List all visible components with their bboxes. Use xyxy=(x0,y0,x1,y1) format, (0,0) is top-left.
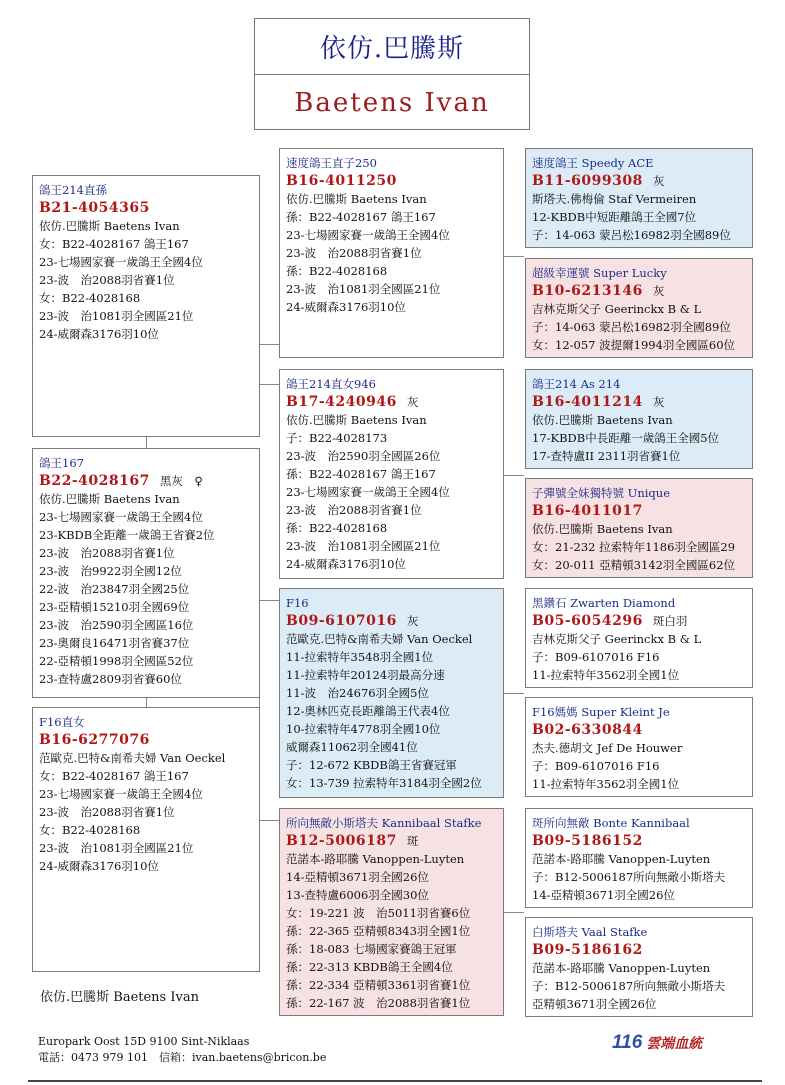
detail-line: 孫：B22-4028168 xyxy=(286,521,388,535)
connector-line xyxy=(259,600,279,601)
owner-name: 依仿.巴騰斯 Baetens Ivan xyxy=(40,990,199,1005)
detail-line: 女：20-011 亞精頓3142羽全國區62位 xyxy=(532,558,736,572)
detail-line: 亞精頓3671羽全國26位 xyxy=(532,997,657,1011)
detail-line: 孫：B22-4028167 鴿王167 xyxy=(286,210,436,224)
detail-line: 23-波 治2088羽省賽1位 xyxy=(39,546,175,560)
detail-line: 范諾本-路耶騰 Vanoppen-Luyten xyxy=(532,961,711,975)
connector-line xyxy=(504,256,524,257)
title-box xyxy=(254,18,530,130)
bird-name: 速度鴿王 Speedy ACE xyxy=(532,156,654,170)
detail-line: 子：B09-6107016 F16 xyxy=(532,759,660,773)
detail-line: 子：B09-6107016 F16 xyxy=(532,650,660,664)
detail-line: 依仿.巴騰斯 Baetens Ivan xyxy=(39,492,180,506)
detail-line: 孫：B22-4028167 鴿王167 xyxy=(286,467,436,481)
ring-number: B16-4011250 xyxy=(286,173,397,189)
detail-line: 女：B22-4028168 xyxy=(39,291,141,305)
relative-box-vaal-stafke xyxy=(525,917,753,1017)
ring-number: B12-5006187 斑 xyxy=(286,833,419,849)
detail-line: 子：12-672 KBDB鴿王省賽冠軍 xyxy=(286,758,457,772)
relative-box-f16 xyxy=(279,588,504,798)
ring-number: B11-6099308 灰 xyxy=(532,173,665,189)
detail-line: 依仿.巴騰斯 Baetens Ivan xyxy=(39,219,180,233)
title-chinese: 依仿.巴騰斯 xyxy=(255,19,529,75)
connector-line xyxy=(146,697,147,707)
relative-box-kannibaal-stafke xyxy=(279,808,504,1016)
detail-line: 孫：22-313 KBDB鴿王全國4位 xyxy=(286,960,453,974)
grandsire-box xyxy=(525,148,753,248)
detail-line: 23-七場國家賽一歲鴿王全國4位 xyxy=(39,510,203,524)
contact-info xyxy=(38,1034,326,1066)
bird-name: 鴿王167 xyxy=(39,456,84,470)
detail-line: 孫：22-365 亞精頓8343羽全國1位 xyxy=(286,924,471,938)
relative-box-167 xyxy=(32,448,260,698)
detail-line: 13-查特盧6006羽全國30位 xyxy=(286,888,429,902)
detail-line: 24-威爾森3176羽10位 xyxy=(286,300,406,314)
ring-number: B09-6107016 灰 xyxy=(286,613,419,629)
detail-line: 24-威爾森3176羽10位 xyxy=(39,327,159,341)
detail-line: 依仿.巴騰斯 Baetens Ivan xyxy=(532,522,673,536)
brand-logo xyxy=(612,1030,722,1056)
ring-number: B17-4240946 灰 xyxy=(286,394,419,410)
connector-line xyxy=(504,693,524,694)
detail-line: 范諾本-路耶騰 Vanoppen-Luyten xyxy=(532,852,711,866)
bird-name: 超級幸運號 Super Lucky xyxy=(532,266,667,280)
relative-box-bonte-kannibaal xyxy=(525,808,753,908)
detail-line: 子：B12-5006187所向無敵小斯塔夫 xyxy=(532,870,726,884)
connector-line xyxy=(146,436,147,448)
detail-line: 威爾森11062羽全國41位 xyxy=(286,740,418,754)
detail-line: 23-奧爾良16471羽省賽37位 xyxy=(39,636,190,650)
relative-box-zwarten-diamond xyxy=(525,588,753,688)
detail-line: 吉林克斯父子 Geerinckx B & L xyxy=(532,302,702,316)
relative-box-f16-daughter xyxy=(32,707,260,972)
detail-line: 杰夫.德胡文 Jef De Houwer xyxy=(532,741,683,755)
ring-number: B16-4011017 xyxy=(532,503,643,519)
detail-line: 22-亞精頓1998羽全國區52位 xyxy=(39,654,194,668)
detail-line: 23-波 治1081羽全國區21位 xyxy=(39,841,194,855)
detail-line: 女：B22-4028167 鴿王167 xyxy=(39,769,189,783)
granddam-box xyxy=(525,258,753,358)
detail-line: 22-波 治23847羽全國25位 xyxy=(39,582,190,596)
detail-line: 23-波 治2088羽省賽1位 xyxy=(39,805,175,819)
detail-line: 11-波 治24676羽全國5位 xyxy=(286,686,429,700)
detail-line: 24-威爾森3176羽10位 xyxy=(286,557,406,571)
detail-line: 23-波 治2590羽全國區16位 xyxy=(39,618,194,632)
detail-line: 子：B22-4028173 xyxy=(286,431,388,445)
detail-line: 23-七場國家賽一歲鴿王全國4位 xyxy=(39,255,203,269)
ring-number: B02-6330844 xyxy=(532,722,643,738)
ring-number: B21-4054365 xyxy=(39,200,150,216)
bird-name: F16 xyxy=(286,596,309,610)
detail-line: 女：21-232 拉索特年1186羽全國區29 xyxy=(532,540,736,554)
detail-line: 女：13-739 拉索特年3184羽全國2位 xyxy=(286,776,482,790)
detail-line: 孫：22-334 亞精頓3361羽省賽1位 xyxy=(286,978,471,992)
bird-name: 白斯塔夫 Vaal Stafke xyxy=(532,925,648,939)
detail-line: 23-七場國家賽一歲鴿王全國4位 xyxy=(286,228,450,242)
logo-text: 雲端血統 xyxy=(646,1036,703,1052)
bird-name: 子彈號全妹獨特號 Unique xyxy=(532,486,671,500)
granddam-box xyxy=(525,478,753,578)
detail-line: 24-威爾森3176羽10位 xyxy=(39,859,159,873)
bird-name: 鴿王214直孫 xyxy=(39,183,107,197)
detail-line: 23-波 治1081羽全國區21位 xyxy=(39,309,194,323)
grandsire-box xyxy=(525,369,753,469)
bird-name: 速度鴿王直子250 xyxy=(286,156,377,170)
detail-line: 依仿.巴騰斯 Baetens Ivan xyxy=(532,413,673,427)
detail-line: 23-波 治1081羽全國區21位 xyxy=(286,539,441,553)
detail-line: 17-KBDB中長距離一歲鴿王全國5位 xyxy=(532,431,720,445)
detail-line: 女：B22-4028167 鴿王167 xyxy=(39,237,189,251)
detail-line: 子：14-063 蒙呂松16982羽全國89位 xyxy=(532,320,731,334)
bird-name: 斑所向無敵 Bonte Kannibaal xyxy=(532,816,690,830)
bird-name: 鴿王214直女946 xyxy=(286,377,376,391)
bird-name: 鴿王214 As 214 xyxy=(532,377,621,391)
title-english: Baetens Ivan xyxy=(294,88,490,118)
detail-line: 女：B22-4028168 xyxy=(39,823,141,837)
detail-line: 14-亞精頓3671羽全國26位 xyxy=(532,888,675,902)
detail-line: 11-拉索特年3548羽全國1位 xyxy=(286,650,434,664)
relative-box-super-kleint-je xyxy=(525,697,753,797)
connector-line xyxy=(504,912,524,913)
detail-line: 孫：22-167 波 治2088羽省賽1位 xyxy=(286,996,471,1010)
detail-line: 孫：B22-4028168 xyxy=(286,264,388,278)
detail-line: 女：12-057 波提爾1994羽全國區60位 xyxy=(532,338,736,352)
bird-name: F16直女 xyxy=(39,715,85,729)
bird-name: F16媽媽 Super Kleint Je xyxy=(532,705,670,719)
detail-line: 11-拉索特年3562羽全國1位 xyxy=(532,668,680,682)
detail-line: 23-亞精頓15210羽全國69位 xyxy=(39,600,190,614)
ring-number: B05-6054296 斑白羽 xyxy=(532,613,688,629)
detail-line: 12-KBDB中短距離鴿王全國7位 xyxy=(532,210,697,224)
detail-line: 依仿.巴騰斯 Baetens Ivan xyxy=(286,192,427,206)
address-line: Europark Oost 15D 9100 Sint-Niklaas xyxy=(38,1035,250,1048)
detail-line: 12-奧林匹克長距離鴿王代表4位 xyxy=(286,704,450,718)
ring-number: B22-4028167 黑灰 ♀ xyxy=(39,473,203,489)
detail-line: 孫：18-083 七場國家賽鴿王冠軍 xyxy=(286,942,457,956)
connector-line xyxy=(259,384,279,385)
detail-line: 女：19-221 波 治5011羽省賽6位 xyxy=(286,906,471,920)
sire-box xyxy=(279,148,504,358)
bird-name: 所向無敵小斯塔夫 Kannibaal Stafke xyxy=(286,816,482,830)
detail-line: 子：14-063 蒙呂松16982羽全國89位 xyxy=(532,228,731,242)
connector-line xyxy=(259,820,279,821)
detail-line: 11-拉索特年3562羽全國1位 xyxy=(532,777,680,791)
connector-line xyxy=(504,475,524,476)
ring-number: B09-5186152 xyxy=(532,833,643,849)
dam-box xyxy=(279,369,504,579)
detail-line: 23-波 治2590羽全國區26位 xyxy=(286,449,441,463)
bird-name: 黑鑽石 Zwarten Diamond xyxy=(532,596,676,610)
detail-line: 范諾本-路耶騰 Vanoppen-Luyten xyxy=(286,852,465,866)
detail-line: 23-七場國家賽一歲鴿王全國4位 xyxy=(39,787,203,801)
detail-line: 依仿.巴騰斯 Baetens Ivan xyxy=(286,413,427,427)
detail-line: 11-拉索特年20124羽最高分速 xyxy=(286,668,445,682)
detail-line: 10-拉索特年4778羽全國10位 xyxy=(286,722,441,736)
detail-line: 23-波 治1081羽全國區21位 xyxy=(286,282,441,296)
logo-number: 116 xyxy=(612,1032,643,1053)
detail-line: 23-波 治9922羽全國12位 xyxy=(39,564,182,578)
detail-line: 14-亞精頓3671羽全國26位 xyxy=(286,870,429,884)
phone-email-line: 電話：0473 979 101 信箱：ivan.baetens@bricon.be xyxy=(38,1051,327,1064)
connector-line xyxy=(259,344,279,345)
detail-line: 范歐克.巴特&南希夫婦 Van Oeckel xyxy=(286,632,473,646)
detail-line: 23-七場國家賽一歲鴿王全國4位 xyxy=(286,485,450,499)
detail-line: 斯塔夫.佛梅倫 Staf Vermeiren xyxy=(532,192,697,206)
detail-line: 23-查特盧2809羽省賽60位 xyxy=(39,672,182,686)
bottom-divider xyxy=(28,1080,762,1082)
detail-line: 17-查特盧II 2311羽省賽1位 xyxy=(532,449,681,463)
detail-line: 范歐克.巴特&南希夫婦 Van Oeckel xyxy=(39,751,226,765)
ring-number: B16-6277076 xyxy=(39,732,150,748)
ring-number: B09-5186162 xyxy=(532,942,643,958)
ring-number: B16-4011214 灰 xyxy=(532,394,665,410)
detail-line: 23-KBDB全距離一歲鴿王省賽2位 xyxy=(39,528,215,542)
subject-box xyxy=(32,175,260,437)
detail-line: 23-波 治2088羽省賽1位 xyxy=(39,273,175,287)
ring-number: B10-6213146 灰 xyxy=(532,283,665,299)
detail-line: 23-波 治2088羽省賽1位 xyxy=(286,246,422,260)
detail-line: 23-波 治2088羽省賽1位 xyxy=(286,503,422,517)
detail-line: 子：B12-5006187所向無敵小斯塔夫 xyxy=(532,979,726,993)
detail-line: 吉林克斯父子 Geerinckx B & L xyxy=(532,632,702,646)
